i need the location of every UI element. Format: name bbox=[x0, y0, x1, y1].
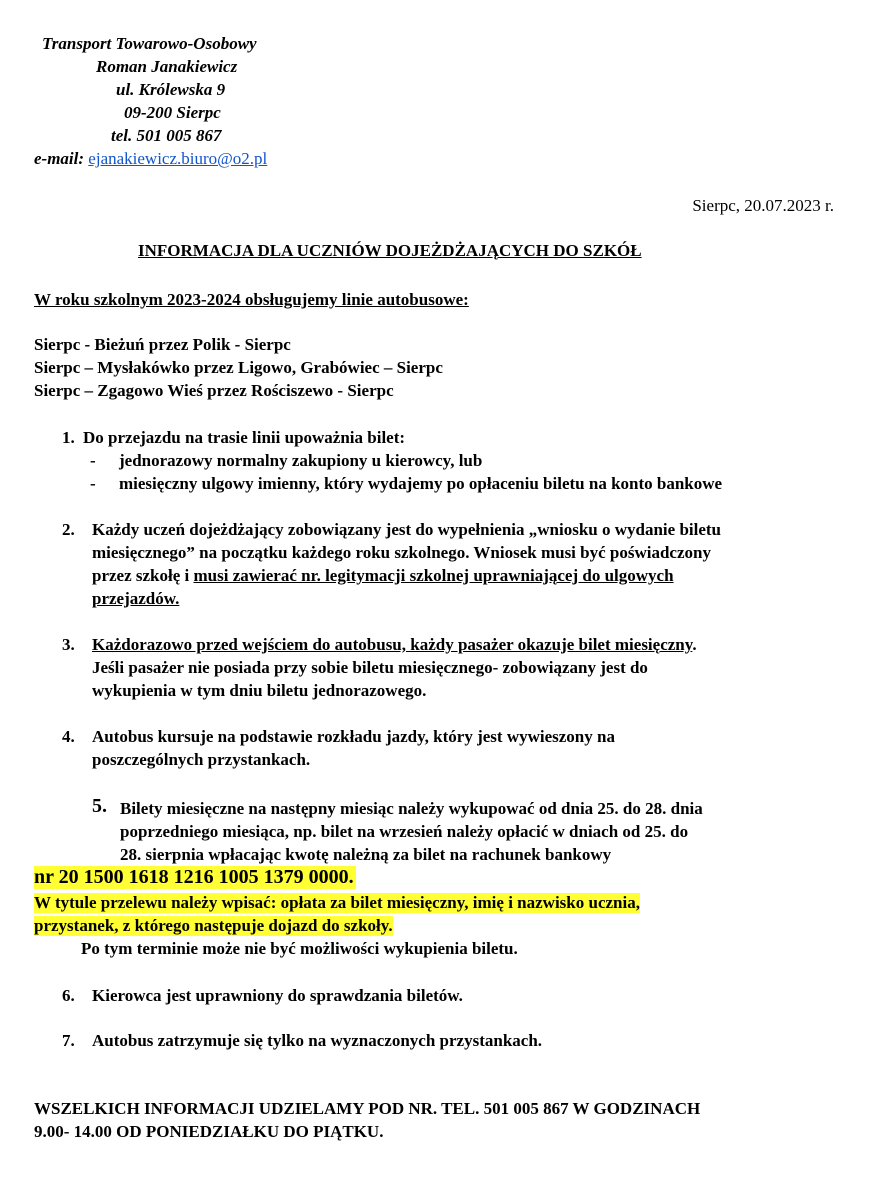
item-text-underlined: przejazdów. bbox=[92, 589, 180, 608]
footer-line: WSZELKICH INFORMACJI UDZIELAMY POD NR. TEL. 501 005 867 W GODZINACH bbox=[34, 1099, 701, 1118]
item-text-plain: . bbox=[692, 635, 697, 654]
item-text-line: 28. sierpnia wpłacając kwotę należną za bilet na rachunek bankowy bbox=[120, 845, 612, 864]
item-number: 3. bbox=[62, 635, 75, 654]
transfer-title-line: przystanek, z którego następuje dojazd do szkoły. bbox=[34, 916, 393, 935]
sender-phone: tel. 501 005 867 bbox=[111, 126, 222, 145]
bullet-dash: - bbox=[90, 451, 96, 470]
item-number: 2. bbox=[62, 520, 75, 539]
bullet-text: miesięczny ulgowy imienny, który wydajemy po opłaceniu biletu na konto bankowe bbox=[119, 474, 723, 493]
document-subtitle: W roku szkolnym 2023-2024 obsługujemy linie autobusowe: bbox=[34, 290, 469, 309]
item-number: 1. bbox=[62, 428, 75, 447]
sender-street: ul. Królewska 9 bbox=[116, 80, 226, 99]
item-text-plain: przez szkołę i bbox=[92, 566, 194, 585]
item-text-line: miesięcznego” na początku każdego roku szkolnego. Wniosek musi być poświadczony bbox=[92, 543, 711, 562]
item-number: 4. bbox=[62, 727, 75, 746]
item-text-underlined: Każdorazowo przed wejściem do autobusu, każdy pasażer okazuje bilet miesięczny bbox=[92, 635, 693, 654]
route-item: Sierpc – Zgagowo Wieś przez Rościszewo - Sierpc bbox=[34, 381, 394, 400]
item-text-line: poszczególnych przystankach. bbox=[92, 750, 311, 769]
sender-city: 09-200 Sierpc bbox=[124, 103, 221, 122]
sender-name: Roman Janakiewicz bbox=[96, 57, 238, 76]
item-number: 5. bbox=[92, 795, 107, 817]
email-label: e-mail: bbox=[34, 149, 85, 168]
item-text-line: Autobus kursuje na podstawie rozkładu jazdy, który jest wywieszony na bbox=[92, 727, 615, 746]
item-text-underlined: musi zawierać nr. legitymacji szkolnej uprawniającej do ulgowych bbox=[193, 566, 674, 585]
item-text-line bbox=[92, 566, 674, 586]
item-text-line: wykupienia w tym dniu biletu jednorazowego. bbox=[92, 681, 427, 700]
item-text-line: Każdy uczeń dojeżdżający zobowiązany jest do wypełnienia „wniosku o wydanie biletu bbox=[92, 520, 722, 539]
item-number: 7. bbox=[62, 1031, 75, 1050]
sender-company: Transport Towarowo-Osobowy bbox=[42, 34, 257, 53]
bank-account-number: nr 20 1500 1618 1216 1005 1379 0000. bbox=[34, 866, 354, 888]
bullet-dash: - bbox=[90, 474, 96, 493]
transfer-title-line: W tytule przelewu należy wpisać: opłata za bilet miesięczny, imię i nazwisko ucznia, bbox=[34, 893, 640, 912]
route-item: Sierpc - Bieżuń przez Polik - Sierpc bbox=[34, 335, 291, 354]
item-number: 6. bbox=[62, 986, 75, 1005]
item-text-line: Kierowca jest uprawniony do sprawdzania biletów. bbox=[92, 986, 463, 1005]
email-link[interactable]: ejanakiewicz.biuro@o2.pl bbox=[88, 149, 268, 168]
date-line: Sierpc, 20.07.2023 r. bbox=[692, 196, 834, 215]
footer-line: 9.00- 14.00 OD PONIEDZIAŁKU DO PIĄTKU. bbox=[34, 1122, 384, 1141]
route-item: Sierpc – Mysłakówko przez Ligowo, Grabówiec – Sierpc bbox=[34, 358, 443, 377]
item-text-line: Bilety miesięczne na następny miesiąc należy wykupować od dnia 25. do 28. dnia bbox=[120, 799, 703, 818]
item-text-line bbox=[92, 635, 697, 655]
item-text-line: poprzedniego miesiąca, np. bilet na wrzesień należy opłacić w dniach od 25. do bbox=[120, 822, 689, 841]
item-text-line: Jeśli pasażer nie posiada przy sobie biletu miesięcznego- zobowiązany jest do bbox=[92, 658, 648, 677]
document-title: INFORMACJA DLA UCZNIÓW DOJEŻDŻAJĄCYCH DO SZKÓŁ bbox=[138, 241, 642, 260]
item-text: Do przejazdu na trasie linii upoważnia bilet: bbox=[83, 428, 406, 447]
item-text-line: Autobus zatrzymuje się tylko na wyznaczonych przystankach. bbox=[92, 1031, 543, 1050]
bullet-text: jednorazowy normalny zakupiony u kierowcy, lub bbox=[119, 451, 483, 470]
deadline-note: Po tym terminie może nie być możliwości wykupienia biletu. bbox=[81, 939, 518, 958]
